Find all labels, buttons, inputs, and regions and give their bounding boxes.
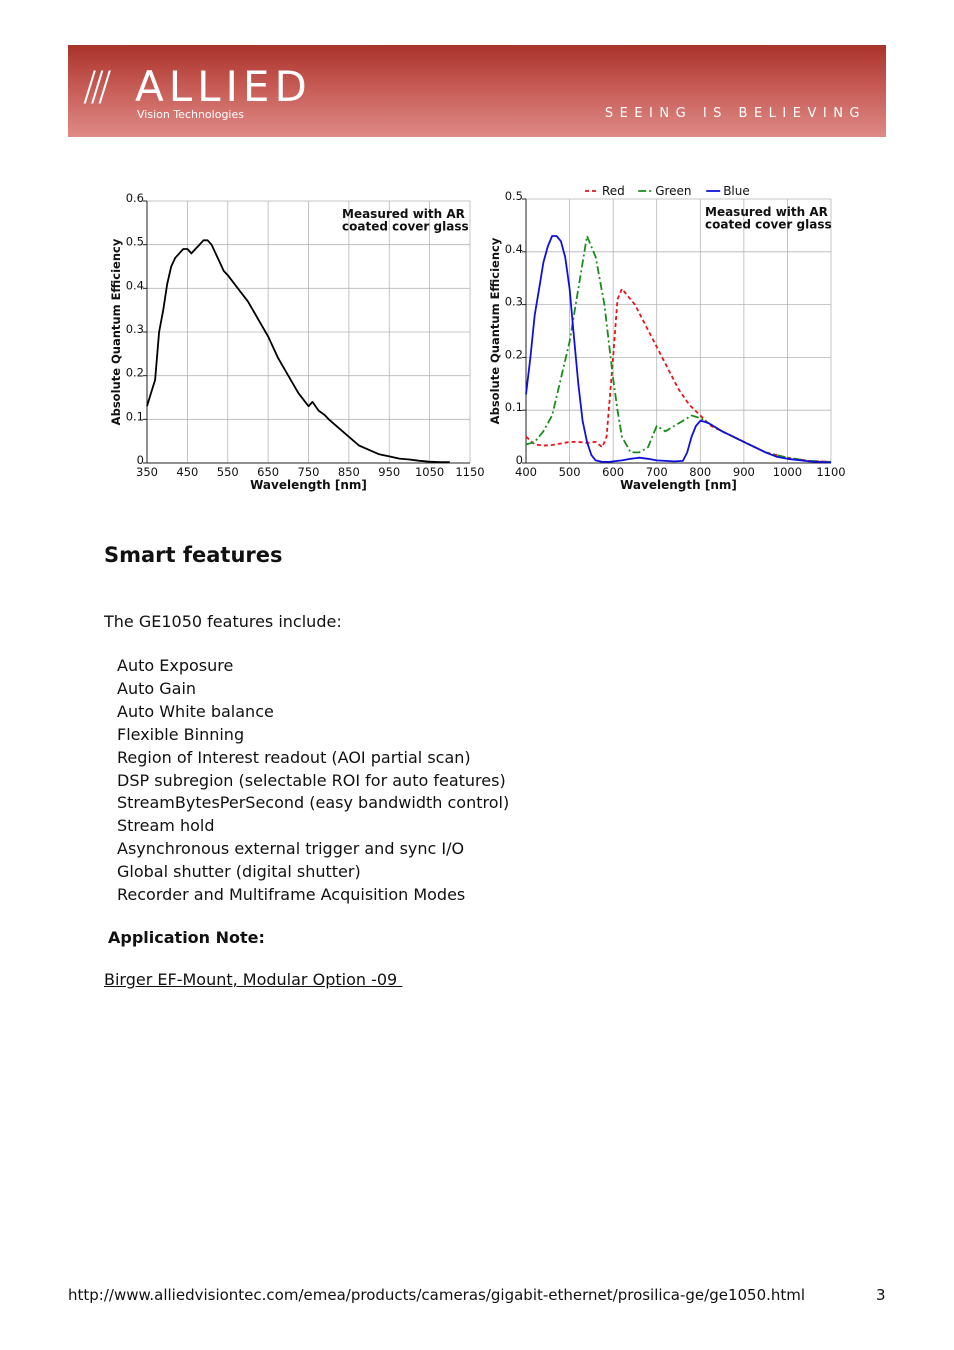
series-line-blue — [526, 236, 831, 463]
y-tick-label: 0.2 — [125, 365, 144, 380]
x-tick-label: 1000 — [772, 465, 803, 479]
feature-item: Flexible Binning — [117, 724, 245, 744]
y-tick-label: 0.6 — [125, 191, 144, 205]
feature-item: Region of Interest readout (AOI partial scan) — [117, 747, 471, 767]
y-tick-label: 0.4 — [504, 241, 523, 256]
mono-qe-chart — [100, 185, 490, 505]
header-banner — [68, 45, 886, 137]
chart-annotation: Measured with AR — [705, 205, 828, 219]
x-tick-label: 900 — [732, 465, 755, 479]
x-tick-label: 400 — [515, 465, 537, 479]
legend-label: Red — [602, 184, 625, 198]
logo-wordmark: ALLIED — [135, 62, 312, 111]
footer-url: http://www.alliedvisiontec.com/emea/products/cameras/gigabit-ethernet/prosilica-ge/ge1050.html — [68, 1286, 806, 1304]
y-tick-label: 0.3 — [125, 322, 144, 336]
y-tick-label: 0 — [136, 453, 144, 467]
feature-item: Auto Exposure — [117, 656, 234, 675]
feature-list — [117, 655, 509, 907]
x-tick-label: 950 — [378, 465, 401, 479]
x-tick-label: 450 — [176, 465, 199, 479]
chart-annotation: coated cover glass — [705, 217, 832, 232]
y-tick-label: 0.1 — [504, 400, 523, 415]
y-tick-label: 0.2 — [504, 347, 523, 362]
x-tick-label: 700 — [645, 465, 668, 479]
feature-item: DSP subregion (selectable ROI for auto features) — [117, 770, 506, 790]
y-tick-label: 0.5 — [504, 189, 523, 203]
feature-item: Global shutter (digital shutter) — [117, 862, 361, 882]
x-axis-label: Wavelength [nm] — [250, 478, 367, 492]
y-tick-label: 0.4 — [125, 278, 144, 293]
x-tick-label: 600 — [602, 465, 625, 479]
feature-item: Asynchronous external trigger and sync I/O — [117, 839, 465, 859]
intro-text: The GE1050 features include: — [104, 612, 342, 631]
feature-item: Stream hold — [117, 816, 215, 836]
legend-label: Green — [655, 184, 692, 198]
x-tick-label: 800 — [689, 465, 712, 479]
feature-item: Auto Gain — [117, 678, 197, 698]
application-note-link[interactable]: Birger EF-Mount, Modular Option -09 — [104, 970, 403, 989]
feature-item: StreamBytesPerSecond (easy bandwidth control) — [117, 793, 510, 813]
x-tick-label: 1100 — [816, 465, 846, 479]
x-tick-label: 1050 — [414, 465, 445, 479]
x-tick-label: 850 — [337, 465, 360, 479]
x-tick-label: 750 — [297, 465, 320, 479]
x-tick-label: 1150 — [455, 465, 485, 479]
legend-label: Blue — [723, 184, 750, 198]
chart-annotation: Measured with AR — [342, 207, 465, 221]
section-title: Smart features — [104, 543, 283, 567]
x-axis-label: Wavelength [nm] — [620, 478, 737, 492]
y-axis-label: Absolute Quantum Efficiency — [488, 237, 502, 425]
y-tick-label: 0.3 — [504, 294, 523, 309]
y-axis-label: Absolute Quantum Efficiency — [109, 238, 123, 426]
y-tick-label: 0 — [515, 453, 523, 467]
y-tick-label: 0.5 — [125, 234, 144, 249]
x-tick-label: 650 — [257, 465, 280, 479]
feature-item: Recorder and Multiframe Acquisition Modes — [117, 885, 466, 905]
color-qe-chart — [480, 178, 855, 505]
logo-slashes: /// — [83, 64, 106, 110]
series-line-green — [526, 236, 831, 462]
tagline: SEEING IS BELIEVING — [604, 106, 866, 121]
chart-annotation: coated cover glass — [342, 219, 469, 234]
feature-item: Auto White balance — [117, 701, 274, 721]
logo-subtitle: Vision Technologies — [137, 108, 244, 121]
x-tick-label: 500 — [558, 465, 581, 479]
x-tick-label: 350 — [136, 465, 158, 479]
series-line — [147, 240, 450, 462]
x-tick-label: 550 — [216, 465, 239, 479]
application-note-heading: Application Note: — [108, 928, 265, 947]
page-number: 3 — [876, 1286, 886, 1304]
y-tick-label: 0.1 — [125, 409, 144, 424]
